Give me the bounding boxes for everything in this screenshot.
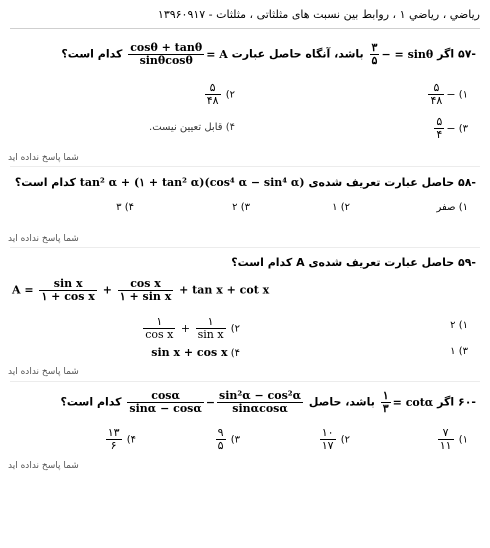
q58-expression: (cos⁴ α − sin⁴ α)(۱ + tan² α) + tan² α xyxy=(79,176,305,189)
q60-number: -۶۰ xyxy=(457,395,476,409)
q59-expression: A = $\frac{\text{sin x}}{\text{۱ + cos x}}$ + $\frac{\text{cos x}}{\text{۱ + sin x}}$ + tan x + cot x xyxy=(12,277,270,303)
q59-option-3[interactable]: ۳) ۱ xyxy=(450,346,468,357)
q59-text: حاصل عبارت تعریف شده‌ی A کدام است؟ xyxy=(231,256,455,269)
q57-option-4[interactable]: ۴) قابل تعیین نیست. xyxy=(149,122,235,133)
question-58 xyxy=(15,176,476,189)
q59-option-1[interactable]: ۱) ۲ xyxy=(450,320,468,331)
question-60 xyxy=(61,390,476,415)
q57-expression: A = $\frac{\cos\theta + \tan\theta}{\sin\theta\cos\theta}$ xyxy=(130,41,228,67)
q57-not-answered: شما پاسخ نداده اید xyxy=(8,153,79,163)
q60-if: اگر xyxy=(437,395,455,409)
q60-option-1[interactable]: ۱) $\frac{۷}{۱۱}$ xyxy=(439,426,468,452)
q59-not-answered: شما پاسخ نداده اید xyxy=(8,367,79,377)
q60-expression: $\frac{\text{sin²α − cos²α}}{\sin\alpha\cos\alpha}$ − $\frac{\cos\alpha}{\sin\alpha - \cos\alpha}$ xyxy=(129,389,302,415)
q60-option-2[interactable]: ۲) $\frac{۱۰}{۱۷}$ xyxy=(321,426,350,452)
q59-option-2[interactable]: ۲) $\frac{۱}{\text{sin x}}$ + $\frac{۱}{\text{cos x}}$ xyxy=(145,315,240,341)
q57-question: کدام است؟ xyxy=(61,47,123,61)
divider xyxy=(10,166,480,167)
q57-if: اگر xyxy=(437,47,455,61)
q60-not-answered: شما پاسخ نداده اید xyxy=(8,461,79,471)
header-title: رياضي ، رياضي ۱ ، روابط بین نسبت های مثلثاتی ، مثلثات - ۱۳۹۶۰۹۱۷ xyxy=(157,8,480,21)
q58-option-4[interactable]: ۴) ۳ xyxy=(116,202,134,213)
q60-option-3[interactable]: ۳) $\frac{۹}{۵}$ xyxy=(217,426,240,452)
q57-number: -۵۷ xyxy=(457,47,476,61)
page-header xyxy=(10,6,480,29)
q58-option-2[interactable]: ۲) ۱ xyxy=(332,202,350,213)
q58-option-1[interactable]: ۱) صفر xyxy=(436,202,468,213)
q58-text: حاصل عبارت تعریف شده‌ی xyxy=(308,176,455,189)
question-57 xyxy=(61,42,476,67)
q58-not-answered: شما پاسخ نداده اید xyxy=(8,234,79,244)
q60-option-4[interactable]: ۴) $\frac{۱۳}{۶}$ xyxy=(107,426,136,452)
divider xyxy=(10,247,480,248)
q57-condition: sinθ = − $\frac{۳}{۵}$ xyxy=(371,41,434,67)
divider xyxy=(10,381,480,382)
q58-number: -۵۸ xyxy=(457,176,476,189)
q57-option-2[interactable]: ۲) $\frac{۵}{۴۸}$ xyxy=(206,81,235,107)
question-59 xyxy=(231,256,476,269)
q57-option-1[interactable]: ۱) − $\frac{۵}{۴۸}$ xyxy=(430,81,468,107)
q58-option-3[interactable]: ۳) ۲ xyxy=(232,202,250,213)
q60-then: باشد، حاصل xyxy=(308,395,375,409)
q57-option-3[interactable]: ۳) − $\frac{۵}{۴}$ xyxy=(436,115,468,141)
q57-then: باشد، آنگاه حاصل عبارت xyxy=(231,47,364,61)
q60-question: کدام است؟ xyxy=(60,395,122,409)
q58-question: کدام است؟ xyxy=(14,176,76,189)
q59-option-4[interactable]: ۴) sin x + cos x xyxy=(151,346,240,359)
q60-condition: cotα = $\frac{۱}{۳}$ xyxy=(382,389,434,415)
q59-number: -۵۹ xyxy=(457,256,476,269)
